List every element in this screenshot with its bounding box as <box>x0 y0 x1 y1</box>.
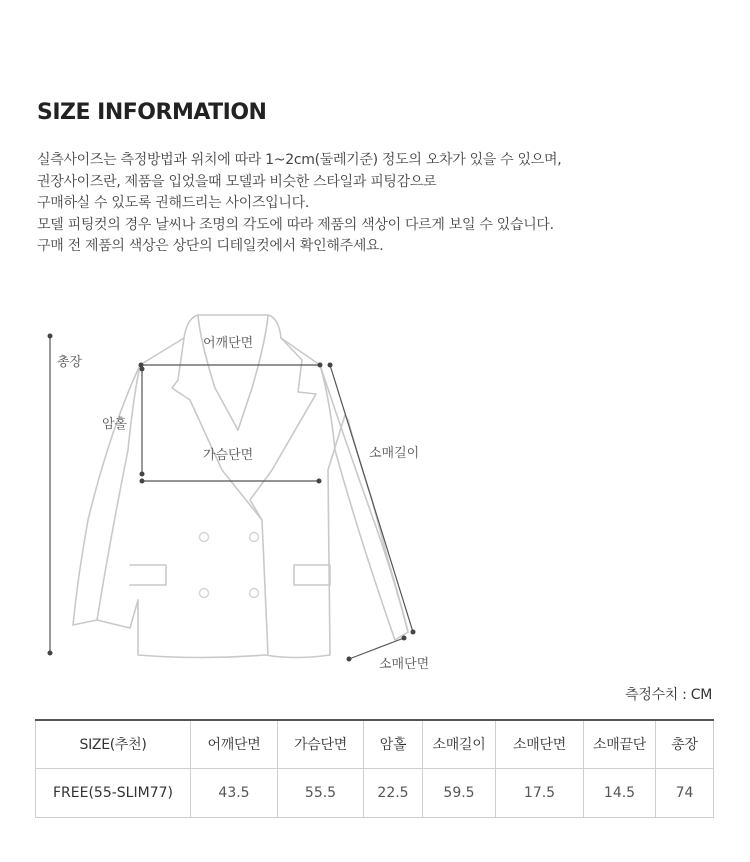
table-header-cell: 소매길이 <box>423 720 496 768</box>
description-line: 구매하실 수 있도록 권해드리는 사이즈입니다. <box>37 195 310 211</box>
sleeve-length-line <box>330 365 413 632</box>
button <box>250 589 259 598</box>
table-header-cell: 가슴단면 <box>278 720 364 768</box>
table-header-row <box>36 720 714 768</box>
size-description <box>37 150 561 258</box>
unit-note: 측정수치 : CM <box>625 687 712 703</box>
button <box>250 533 259 542</box>
jacket-measurement-diagram <box>0 290 750 680</box>
description-line: 구매 전 제품의 색상은 상단의 디테일컷에서 확인해주세요. <box>37 238 384 254</box>
table-header-cell: 소매끝단 <box>584 720 656 768</box>
sleeve-length-label: 소매길이 <box>369 446 420 461</box>
sleeve-width-line <box>349 638 404 659</box>
table-cell: 22.5 <box>364 768 423 817</box>
table-cell: 14.5 <box>584 768 656 817</box>
chest-label: 가슴단면 <box>203 448 254 463</box>
jacket-outline <box>73 315 408 658</box>
total-length-label: 총장 <box>57 355 83 370</box>
measurement-dots <box>48 334 416 662</box>
description-line: 모델 피팅컷의 경우 날씨나 조명의 각도에 따라 제품의 색상이 다르게 보일 수 있습니다. <box>37 216 554 233</box>
table-cell: 59.5 <box>423 768 496 817</box>
table-cell: FREE(55-SLIM77) <box>36 768 191 817</box>
description-line: 권장사이즈란, 제품을 입었을때 모델과 비슷한 스타일과 피팅감으로 <box>37 173 437 190</box>
table-cell: 55.5 <box>278 768 364 817</box>
jacket-buttons <box>200 533 259 598</box>
table-header-cell: 소매단면 <box>496 720 584 768</box>
table-header-cell: 총장 <box>656 720 714 768</box>
table-row <box>36 768 714 817</box>
table-header-cell: 암홀 <box>364 720 423 768</box>
page-title: SIZE INFORMATION <box>37 100 267 125</box>
table-cell: 17.5 <box>496 768 584 817</box>
size-table <box>35 719 714 818</box>
table-header-cell: 어깨단면 <box>191 720 278 768</box>
sleeve-width-label: 소매단면 <box>379 657 430 672</box>
table-header-cell: SIZE(추천) <box>36 720 191 768</box>
table-cell: 74 <box>656 768 714 817</box>
button <box>200 589 209 598</box>
armhole-label: 암홀 <box>102 417 128 432</box>
button <box>200 533 209 542</box>
shoulder-label: 어깨단면 <box>203 336 254 351</box>
description-line: 실측사이즈는 측정방법과 위치에 따라 1~2cm(둘레기준) 정도의 오차가 있을 수 있으며, <box>37 152 562 168</box>
measurement-lines <box>50 336 413 659</box>
table-cell: 43.5 <box>191 768 278 817</box>
